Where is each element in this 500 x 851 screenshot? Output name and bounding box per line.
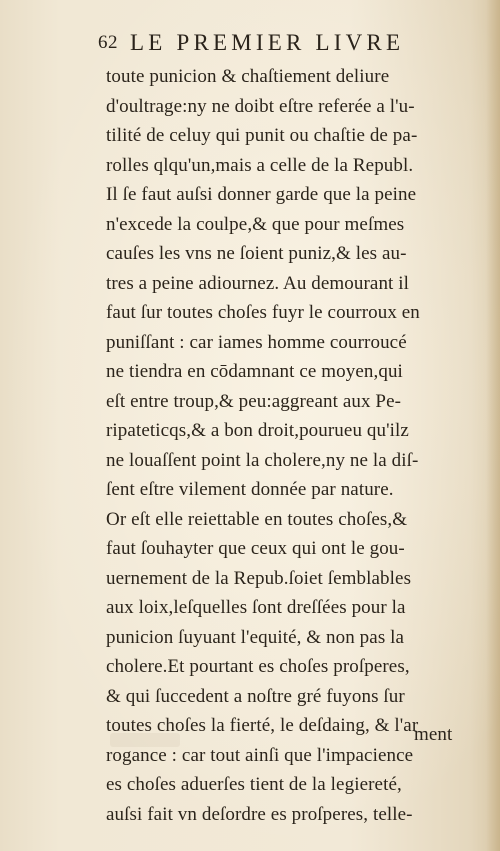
text-line: toute punicion & chaſtiement deliure	[106, 66, 390, 87]
text-line: ripateticqs,& a bon droit,pourueu qu'ilz	[106, 420, 409, 441]
text-line: punicion ſuyuant l'equité, & non pas la	[106, 626, 405, 648]
text-line: rogance : car tout ainſi que l'impacience	[106, 744, 414, 766]
text-line: d'oultrage:ny ne doibt eſtre referée a l'u-	[106, 95, 415, 117]
text-line: auſsi fait vn deſordre es proſperes, telle-	[106, 803, 413, 825]
catchword: ment	[414, 724, 453, 745]
text-line: rolles qlqu'un,mais a celle de la Republ.	[106, 154, 414, 176]
text-line: Or eſt elle reiettable en toutes choſes,&	[106, 508, 408, 530]
text-line: tilité de celuy qui punit ou chaſtie de pa-	[106, 125, 418, 146]
text-line: uernement de la Repub.ſoiet ſemblables	[106, 567, 412, 589]
text-line: puniſſant : car iames homme courroucé	[106, 331, 407, 353]
text-line: & qui ſuccedent a noſtre gré fuyons ſur	[106, 685, 405, 707]
text-line: eſt entre troup,& peu:aggreant aux Pe-	[106, 390, 402, 412]
text-line: n'excede la coulpe,& que pour meſmes	[106, 213, 405, 235]
text-line: ne tiendra en cōdamnant ce moyen,qui	[106, 361, 403, 382]
text-line: toutes choſes la fierté, le deſdaing, & l'ar	[106, 715, 419, 736]
text-line: faut ſur toutes choſes fuyr le courroux en	[106, 302, 420, 323]
text-line: Il ſe faut auſsi donner garde que la peine	[106, 184, 417, 205]
text-line: es choſes aduerſes tient de la legiereté,	[106, 774, 402, 795]
text-line: tres a peine adiournez. Au demourant il	[106, 272, 410, 294]
text-line: ſent eſtre vilement donnée par nature.	[106, 479, 394, 500]
show-through-stain	[110, 733, 180, 747]
running-title: LE PREMIER LIVRE	[130, 30, 405, 55]
text-line: cholere.Et pourtant es choſes proſperes,	[106, 656, 410, 677]
text-line: aux loix,leſquelles ſont dreſſées pour la	[106, 597, 406, 618]
text-line: faut ſouhayter que ceux qui ont le gou-	[106, 538, 405, 559]
page-number: 62	[98, 32, 118, 53]
text-line: cauſes les vns ne ſoient puniz,& les au-	[106, 243, 407, 264]
text-line: ne louaſſent point la cholere,ny ne la diſ-	[106, 449, 419, 471]
page-edge-shadow	[486, 0, 500, 851]
